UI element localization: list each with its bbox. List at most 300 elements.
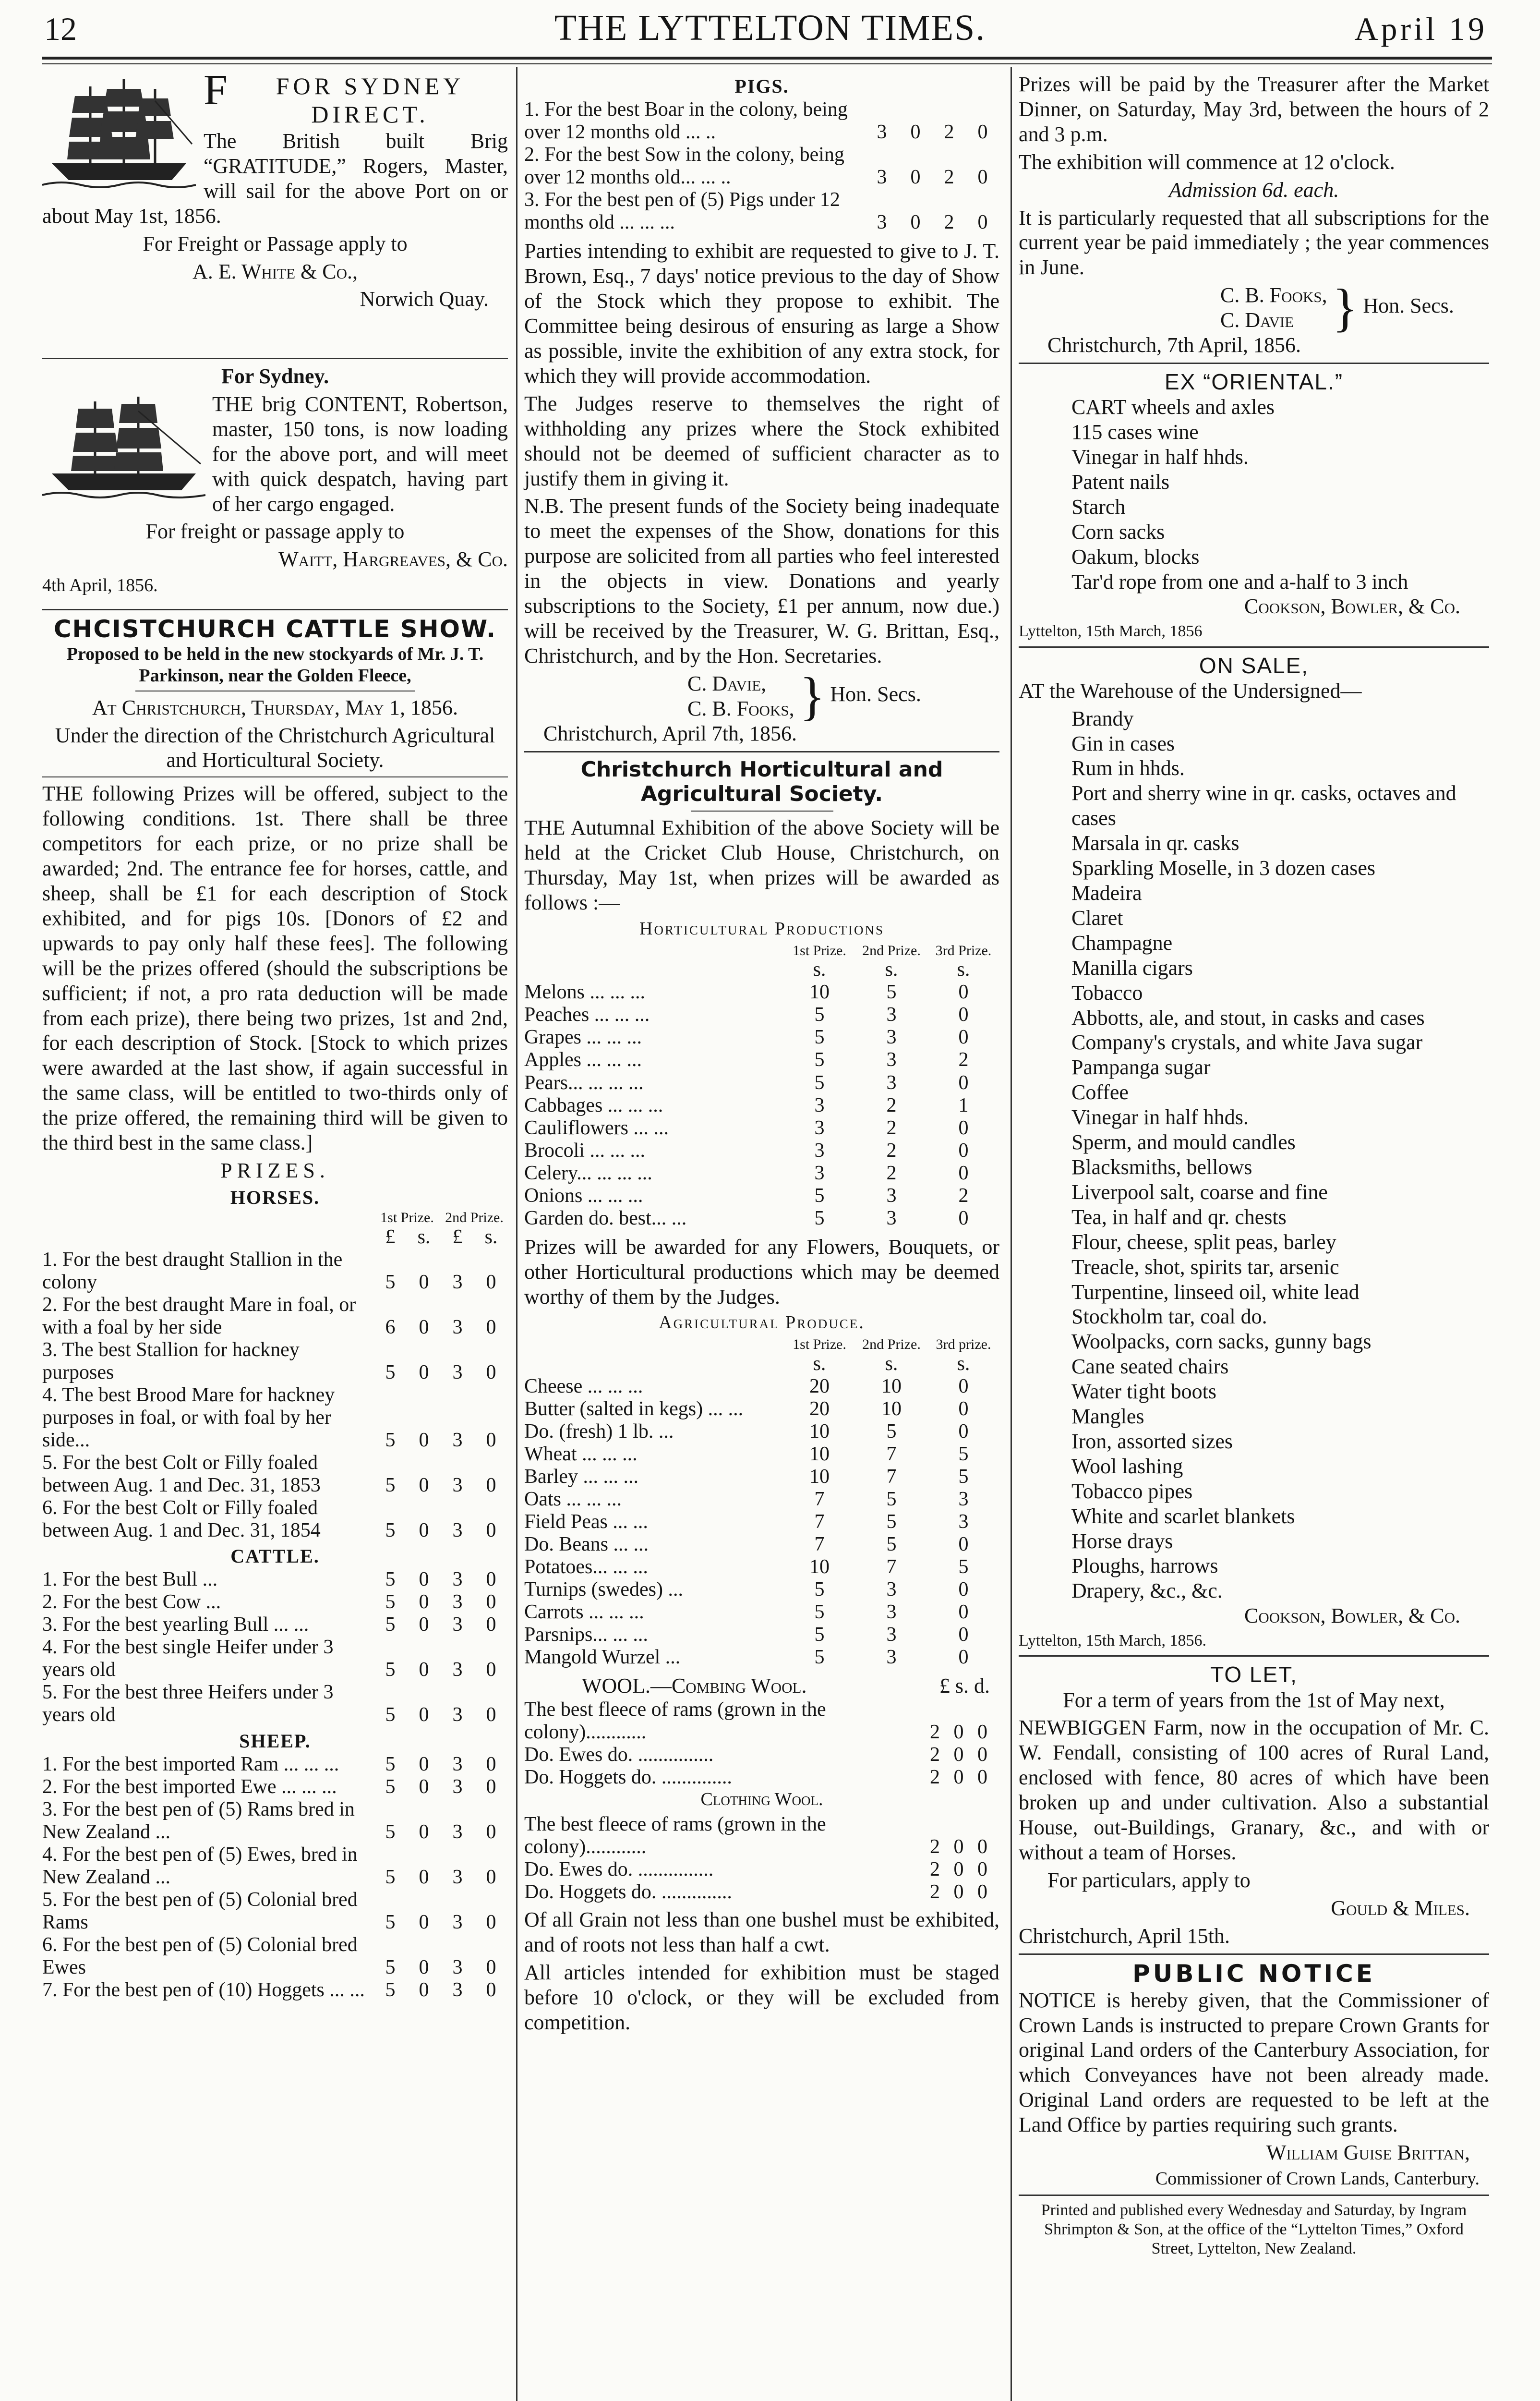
list-item: White and scarlet blankets bbox=[1071, 1504, 1295, 1528]
prize-1st-pounds: 5 bbox=[385, 1956, 396, 1978]
list-item: Iron, assorted sizes bbox=[1071, 1429, 1233, 1453]
list-item: Treacle, shot, spirits tar, arsenic bbox=[1071, 1255, 1339, 1279]
prize-3rd: 5 bbox=[958, 1443, 969, 1465]
prize-2nd-pounds: 3 bbox=[452, 1979, 463, 2001]
prize-3rd: 3 bbox=[958, 1488, 969, 1511]
prize-2nd-pounds: 3 bbox=[452, 1820, 463, 1843]
to-let-body: NEWBIGGEN Farm, now in the occupation of Mr. C. W. Fendall, consisting of 100 acres of Rural Land, enclosed with fence, 80 acres of which have been broken up and under cultivation. Also a substantial House, out-Buildings, Granary, &c., and with or without a team of Horses. bbox=[1019, 1716, 1489, 1865]
table-row bbox=[524, 144, 999, 189]
item-label: Mangold Wurzel ... bbox=[524, 1646, 681, 1669]
prize-3rd: 0 bbox=[958, 1071, 969, 1094]
prize-2nd: 3 bbox=[886, 1004, 897, 1026]
on-sale-intro: AT the Warehouse of the Undersigned— bbox=[1019, 679, 1362, 703]
prize-2nd-pounds: 3 bbox=[452, 1659, 463, 1681]
signature-block bbox=[1019, 278, 1489, 337]
notice-role: Commissioner of Crown Lands, Canterbury. bbox=[1155, 2168, 1480, 2189]
list-item: Rum in hhds. bbox=[1071, 756, 1185, 780]
prize-label: 1. For the best Boar in the colony, being over 12 months old ... .. bbox=[524, 98, 848, 144]
prize-1st: 20 bbox=[809, 1397, 830, 1420]
table-row bbox=[42, 1613, 508, 1636]
prize-2nd-shillings: 0 bbox=[977, 166, 988, 189]
prize-2nd-shillings: 0 bbox=[486, 1659, 496, 1681]
table-row bbox=[524, 189, 999, 234]
list-item: Company's crystals, and white Java sugar bbox=[1071, 1031, 1423, 1055]
ship-icon bbox=[42, 392, 205, 502]
item-label: Onions ... ... ... bbox=[524, 1184, 643, 1207]
item-list bbox=[1019, 706, 1489, 1604]
list-item: CART wheels and axles bbox=[1071, 395, 1275, 419]
prize-1st-shillings: 0 bbox=[419, 1613, 429, 1636]
prize-1st-pounds: 5 bbox=[385, 1659, 396, 1681]
prize-label: 4. For the best single Heifer under 3 years old bbox=[42, 1636, 334, 1681]
prize-label: 3. For the best pen of (5) Pigs under 12 months old ... ... ... bbox=[524, 189, 840, 234]
prize-2nd-shillings: 0 bbox=[977, 211, 988, 234]
table-row bbox=[42, 1753, 508, 1776]
divider bbox=[42, 776, 508, 777]
table-row bbox=[42, 1889, 508, 1934]
item-list bbox=[1019, 395, 1489, 594]
sheep-heading: SHEEP. bbox=[239, 1730, 311, 1752]
col-3rd-prize: 3rd Prize. bbox=[935, 942, 992, 958]
prize-2nd-shillings: 0 bbox=[486, 1591, 496, 1613]
item-label: Potatoes... ... ... bbox=[524, 1556, 648, 1578]
item-label: Grapes ... ... ... bbox=[524, 1026, 642, 1049]
prize-label: 4. The best Brood Mare for hackney purposes in foal, or with foal by her side... bbox=[42, 1383, 335, 1451]
table-row bbox=[524, 1094, 999, 1117]
prize-1st-pounds: 5 bbox=[385, 1519, 396, 1542]
prize-1st: 10 bbox=[809, 1556, 830, 1578]
item-label: Oats ... ... ... bbox=[524, 1488, 622, 1511]
prize-1st-pounds: 5 bbox=[385, 1704, 396, 1726]
ad-heading: ON SALE, bbox=[1199, 653, 1309, 678]
prize-1st-shillings: 0 bbox=[419, 1979, 429, 2001]
ad-apply: For Freight or Passage apply to bbox=[143, 231, 408, 255]
item-label: Apples ... ... ... bbox=[524, 1049, 642, 1071]
prize-3rd: 0 bbox=[958, 1139, 969, 1162]
prize-1st-pounds: 5 bbox=[385, 1866, 396, 1888]
prize-3rd: 0 bbox=[958, 1026, 969, 1049]
masthead bbox=[0, 0, 1540, 65]
prize-label: 4. For the best pen of (5) Ewes, bred in New Zealand ... bbox=[42, 1843, 358, 1888]
prize-2nd: 5 bbox=[886, 1533, 897, 1556]
prize-1st-shillings: 0 bbox=[910, 166, 921, 189]
prize-label: 1. For the best Bull ... bbox=[42, 1568, 218, 1591]
prize-1st: 5 bbox=[814, 1624, 825, 1646]
table-row bbox=[524, 1185, 999, 1207]
hort-title: Christchurch Horticultural and Agricultural Society. bbox=[580, 757, 943, 807]
prize-3rd: 1 bbox=[958, 1094, 969, 1116]
merchant: Cookson, Bowler, & Co. bbox=[1244, 594, 1460, 618]
ad-on-sale bbox=[1019, 653, 1489, 1651]
prize-1st-pounds: 3 bbox=[877, 121, 887, 144]
table-row bbox=[524, 1026, 999, 1049]
unit-shilling: s. bbox=[484, 1225, 498, 1248]
horses-table bbox=[42, 1210, 508, 1542]
horses-heading: HORSES. bbox=[230, 1186, 320, 1208]
staged-note: All articles intended for exhibition must be staged before 10 o'clock, or they will be excluded from competition. bbox=[524, 1961, 999, 2034]
prize-1st: 5 bbox=[814, 1646, 825, 1669]
prizes-heading: PRIZES. bbox=[220, 1158, 330, 1182]
clothing-wool-table bbox=[524, 1813, 999, 1904]
prize-1st-shillings: 0 bbox=[419, 1568, 429, 1591]
wool-prize: 2 0 0 bbox=[930, 1721, 987, 1744]
prize-3rd: 0 bbox=[958, 1578, 969, 1601]
prize-2nd: 2 bbox=[886, 1139, 897, 1162]
list-item: Drapery, &c., &c. bbox=[1071, 1579, 1223, 1603]
prize-3rd: 5 bbox=[958, 1466, 969, 1488]
list-item: Turpentine, linseed oil, white lead bbox=[1071, 1280, 1360, 1304]
table-row bbox=[524, 1140, 999, 1162]
prize-2nd: 5 bbox=[886, 981, 897, 1004]
prize-label: 5. For the best pen of (5) Colonial bred Rams bbox=[42, 1888, 358, 1933]
list-item: Liverpool salt, coarse and fine bbox=[1071, 1180, 1328, 1204]
prize-2nd-pounds: 2 bbox=[944, 121, 954, 144]
unit-shilling: s. bbox=[957, 958, 970, 981]
table-row bbox=[524, 1556, 999, 1578]
prize-2nd-shillings: 0 bbox=[977, 121, 988, 144]
table-row bbox=[524, 1813, 999, 1858]
ad-to-let bbox=[1019, 1661, 1489, 1948]
cattle-show-sub: Proposed to be held in the new stockyards of Mr. J. T. Parkinson, near the Golden Fleece, bbox=[66, 644, 484, 686]
pigs-table bbox=[524, 98, 999, 234]
prize-2nd-shillings: 0 bbox=[486, 1568, 496, 1591]
prize-3rd: 0 bbox=[958, 981, 969, 1004]
item-label: Celery... ... ... ... bbox=[524, 1162, 652, 1184]
notice-body: NOTICE is hereby given, that the Commissioner of Crown Lands is instructed to prepare Crown Grants for original Land orders of the Canterbury Association, for which Conveyances have not been already made. Original Land orders are requested to be left at the Land Office by parties requiring such grants. bbox=[1019, 1988, 1489, 2137]
prize-2nd-pounds: 2 bbox=[944, 211, 954, 234]
prize-2nd: 7 bbox=[886, 1466, 897, 1488]
prize-2nd-pounds: 3 bbox=[452, 1866, 463, 1888]
prize-2nd-pounds: 3 bbox=[452, 1911, 463, 1933]
ad-headline: FOR SYDNEY DIRECT. bbox=[276, 73, 465, 128]
wool-prize: 2 0 0 bbox=[930, 1744, 987, 1766]
prize-2nd: 5 bbox=[886, 1511, 897, 1533]
list-item: Pampanga sugar bbox=[1071, 1055, 1211, 1079]
prize-2nd: 5 bbox=[886, 1488, 897, 1511]
prize-2nd: 7 bbox=[886, 1556, 897, 1578]
prize-1st-shillings: 0 bbox=[419, 1911, 429, 1933]
table-row bbox=[524, 1858, 999, 1881]
list-item: Stockholm tar, coal do. bbox=[1071, 1305, 1267, 1329]
prize-1st-pounds: 5 bbox=[385, 1271, 396, 1293]
prize-2nd: 3 bbox=[886, 1184, 897, 1207]
prize-2nd-pounds: 3 bbox=[452, 1591, 463, 1613]
prize-1st-shillings: 0 bbox=[419, 1361, 429, 1383]
horticultural-notice bbox=[524, 757, 999, 2035]
prize-1st-pounds: 5 bbox=[385, 1753, 396, 1775]
prize-2nd: 3 bbox=[886, 1207, 897, 1229]
unit-shilling: s. bbox=[417, 1225, 431, 1248]
list-item: Ploughs, harrows bbox=[1071, 1554, 1218, 1578]
table-row bbox=[524, 1511, 999, 1533]
item-label: Wheat ... ... ... bbox=[524, 1443, 638, 1465]
section-heading: Agricultural Produce. bbox=[659, 1312, 865, 1333]
wool-label: The best fleece of rams (grown in the colony)............ bbox=[524, 1698, 826, 1744]
ad-date: Lyttelton, 15th March, 1856. bbox=[1019, 1632, 1206, 1650]
wool-label: Do. Hoggets do. .............. bbox=[524, 1881, 732, 1904]
prize-2nd-pounds: 3 bbox=[452, 1704, 463, 1726]
item-label: Carrots ... ... ... bbox=[524, 1601, 644, 1624]
prize-2nd-shillings: 0 bbox=[486, 1519, 496, 1542]
list-item: Woolpacks, corn sacks, gunny bags bbox=[1071, 1330, 1372, 1354]
wool-prize: 2 0 0 bbox=[930, 1858, 987, 1881]
table-row bbox=[524, 1162, 999, 1185]
prize-2nd: 3 bbox=[886, 1646, 897, 1669]
cattle-show-direction: Under the direction of the Christchurch Agricultural and Horticultural Society. bbox=[55, 723, 495, 772]
column-2 bbox=[524, 72, 999, 2038]
prize-1st: 5 bbox=[814, 1184, 825, 1207]
prize-2nd-shillings: 0 bbox=[486, 1271, 496, 1293]
signature-date: Christchurch, April 7th, 1856. bbox=[543, 721, 797, 745]
prize-2nd: 2 bbox=[886, 1094, 897, 1116]
prize-3rd: 0 bbox=[958, 1116, 969, 1139]
newspaper-title: THE LYTTELTON TIMES. bbox=[554, 8, 986, 48]
prize-1st-pounds: 5 bbox=[385, 1775, 396, 1798]
cattle-show-conditions: THE following Prizes will be offered, subject to the following conditions. 1st. There shall be three competitors for each prize, or no prize shall be awarded; 2nd. The entrance fee for horses, cattle, and sheep, shall be £1 for each description of Stock exhibited, and for pigs 10s. [Donors of £2 and upwards to pay only half these fees]. The following will be the prizes offered (should the subscriptions be sufficient; if not, a pro rata deduction will be made from each prize), there being two prizes, 1st and 2nd, for each description of Stock. [Stock to which prizes were awarded at the last show, if again successful in the same class, will be entitled to two-thirds only of the prize offered, the remaining third will be given to the third best in the same class.] bbox=[42, 782, 508, 1155]
table-row bbox=[42, 1452, 508, 1497]
column-1 bbox=[42, 66, 508, 2001]
prize-3rd: 0 bbox=[958, 1375, 969, 1397]
admission: Admission 6d. each. bbox=[1168, 178, 1339, 202]
prize-3rd: 0 bbox=[958, 1207, 969, 1229]
prize-2nd-pounds: 3 bbox=[452, 1316, 463, 1338]
wool-label: Do. Hoggets do. .............. bbox=[524, 1766, 732, 1789]
table-row bbox=[42, 1249, 508, 1294]
signer: C. Davie bbox=[1220, 308, 1294, 332]
prize-1st: 3 bbox=[814, 1094, 825, 1116]
prize-label: 2. For the best imported Ewe ... ... ... bbox=[42, 1775, 337, 1798]
item-label: Barley ... ... ... bbox=[524, 1466, 638, 1488]
prize-1st-pounds: 5 bbox=[385, 1361, 396, 1383]
table-row bbox=[42, 1591, 508, 1613]
unit-shilling: s. bbox=[813, 1352, 826, 1375]
prize-2nd-shillings: 0 bbox=[486, 1979, 496, 2001]
table-row bbox=[524, 1443, 999, 1466]
merchant: Cookson, Bowler, & Co. bbox=[1244, 1604, 1460, 1628]
prize-1st-shillings: 0 bbox=[419, 1866, 429, 1888]
to-let-term: For a term of years from the 1st of May next, bbox=[1063, 1688, 1445, 1712]
prize-1st: 5 bbox=[814, 1071, 825, 1094]
table-row bbox=[524, 98, 999, 144]
prize-label: 2. For the best Cow ... bbox=[42, 1591, 221, 1613]
prize-label: 1. For the best draught Stallion in the colony bbox=[42, 1248, 343, 1293]
prize-3rd: 0 bbox=[958, 1420, 969, 1443]
list-item: Vinegar in half hhds. bbox=[1071, 445, 1249, 469]
prizes-paid: Prizes will be paid by the Treasurer after the Market Dinner, on Saturday, May 3rd, between the hours of 2 and 3 p.m. bbox=[1019, 73, 1489, 146]
prize-1st-shillings: 0 bbox=[419, 1820, 429, 1843]
prize-2nd-pounds: 3 bbox=[452, 1271, 463, 1293]
prize-1st: 3 bbox=[814, 1116, 825, 1139]
table-row bbox=[42, 1681, 508, 1726]
cattle-show-when: At Christchurch, Thursday, May 1, 1856. bbox=[92, 695, 458, 719]
prize-1st: 20 bbox=[809, 1375, 830, 1397]
table-row bbox=[524, 1646, 999, 1669]
prize-1st-shillings: 0 bbox=[419, 1429, 429, 1451]
table-row bbox=[524, 1601, 999, 1624]
prize-1st: 5 bbox=[814, 1207, 825, 1229]
prize-label: 2. For the best Sow in the colony, being over 12 months old... ... .. bbox=[524, 144, 844, 189]
table-row bbox=[524, 1881, 999, 1904]
prize-1st: 7 bbox=[814, 1533, 825, 1556]
prize-label: 6. For the best pen of (5) Colonial bred Ewes bbox=[42, 1933, 358, 1978]
item-label: Butter (salted in kegs) ... ... bbox=[524, 1397, 744, 1420]
prize-2nd-shillings: 0 bbox=[486, 1911, 496, 1933]
prize-1st-shillings: 0 bbox=[419, 1704, 429, 1726]
wool-label: The best fleece of rams (grown in the colony)............ bbox=[524, 1813, 826, 1858]
item-label: Peaches ... ... ... bbox=[524, 1004, 650, 1026]
masthead-rule-thin bbox=[42, 63, 1492, 64]
combing-wool-table bbox=[524, 1698, 999, 1789]
prize-2nd-shillings: 0 bbox=[486, 1704, 496, 1726]
produce-table bbox=[524, 1336, 999, 1669]
prize-1st: 3 bbox=[814, 1139, 825, 1162]
list-item: Tobacco pipes bbox=[1071, 1479, 1193, 1503]
ad-headline: For Sydney. bbox=[221, 364, 329, 388]
prize-label: 1. For the best imported Ram ... ... ... bbox=[42, 1753, 339, 1775]
list-item: Tar'd rope from one and a-half to 3 inch bbox=[1071, 570, 1408, 594]
prize-1st-pounds: 5 bbox=[385, 1474, 396, 1496]
list-item: Madeira bbox=[1071, 881, 1142, 905]
prize-2nd-pounds: 3 bbox=[452, 1429, 463, 1451]
list-item: Gin in cases bbox=[1071, 731, 1175, 755]
ad-date: 4th April, 1856. bbox=[42, 575, 158, 596]
list-item: Starch bbox=[1071, 495, 1126, 519]
prize-3rd: 0 bbox=[958, 1162, 969, 1184]
sheep-table bbox=[42, 1753, 508, 2001]
item-label: Melons ... ... ... bbox=[524, 981, 645, 1004]
list-item: Tea, in half and qr. chests bbox=[1071, 1205, 1287, 1229]
prize-1st: 5 bbox=[814, 1049, 825, 1071]
prize-2nd-pounds: 3 bbox=[452, 1613, 463, 1636]
prize-label: 2. For the best draught Mare in foal, or with a foal by her side bbox=[42, 1293, 356, 1338]
prize-2nd-shillings: 0 bbox=[486, 1429, 496, 1451]
table-row bbox=[524, 1207, 999, 1230]
prize-2nd: 2 bbox=[886, 1162, 897, 1184]
drop-cap: F bbox=[204, 66, 228, 114]
list-item: Champagne bbox=[1071, 931, 1173, 955]
prize-1st: 10 bbox=[809, 1420, 830, 1443]
cattle-table bbox=[42, 1568, 508, 1726]
col-1st-prize: 1st Prize. bbox=[793, 942, 846, 958]
table-row bbox=[524, 1398, 999, 1420]
unit-pound: £ bbox=[385, 1225, 396, 1248]
prize-2nd-shillings: 0 bbox=[486, 1753, 496, 1775]
table-row bbox=[42, 1636, 508, 1681]
prize-label: 3. For the best pen of (5) Rams bred in New Zealand ... bbox=[42, 1798, 355, 1843]
signature-block bbox=[524, 667, 999, 726]
ship-icon bbox=[42, 72, 196, 192]
item-label: Pears... ... ... ... bbox=[524, 1071, 644, 1094]
list-item: Blacksmiths, bellows bbox=[1071, 1155, 1252, 1179]
column-3 bbox=[1019, 72, 1489, 2261]
unit-shilling: s. bbox=[957, 1352, 970, 1375]
prize-1st-shillings: 0 bbox=[419, 1316, 429, 1338]
table-row bbox=[42, 1979, 508, 2001]
table-row bbox=[42, 1843, 508, 1889]
prize-2nd: 10 bbox=[881, 1397, 902, 1420]
prize-2nd: 3 bbox=[886, 1049, 897, 1071]
table-row bbox=[524, 1624, 999, 1646]
divider bbox=[691, 811, 833, 812]
prize-1st-shillings: 0 bbox=[419, 1474, 429, 1496]
prize-2nd-pounds: 3 bbox=[452, 1775, 463, 1798]
item-label: Cauliflowers ... ... bbox=[524, 1116, 669, 1139]
table-row bbox=[524, 1117, 999, 1140]
col-3rd-prize: 3rd prize. bbox=[936, 1336, 991, 1353]
productions-table bbox=[524, 943, 999, 1230]
prize-2nd-pounds: 3 bbox=[452, 1474, 463, 1496]
unit-pound: £ bbox=[452, 1225, 463, 1248]
prize-1st-pounds: 5 bbox=[385, 1979, 396, 2001]
item-label: Do. Beans ... ... bbox=[524, 1533, 649, 1556]
ad-agent: Waitt, Hargreaves, & Co. bbox=[278, 547, 508, 571]
prize-1st: 3 bbox=[814, 1162, 825, 1184]
column-divider bbox=[1011, 67, 1012, 2401]
signature-date: Christchurch, 7th April, 1856. bbox=[1047, 333, 1301, 357]
prize-2nd-shillings: 0 bbox=[486, 1956, 496, 1978]
to-let-agent: Gould & Miles. bbox=[1331, 1896, 1470, 1920]
imprint: Printed and published every Wednesday and Saturday, by Ingram Shrimpton & Son, at the office of the “Lyttelton Times,” Oxford Street, Lyttelton, New Zealand. bbox=[1041, 2201, 1467, 2258]
ad-body: The British built Brig “GRATITUDE,” Rogers, Master, will sail for the above Port on or about May 1st, 1856. bbox=[42, 129, 508, 228]
list-item: Tobacco bbox=[1071, 981, 1143, 1005]
ad-apply: For freight or passage apply to bbox=[145, 520, 405, 544]
prize-3rd: 2 bbox=[958, 1184, 969, 1207]
prize-2nd-shillings: 0 bbox=[486, 1820, 496, 1843]
prize-2nd-pounds: 2 bbox=[944, 166, 954, 189]
prize-1st-pounds: 3 bbox=[877, 211, 887, 234]
item-label: Brocoli ... ... ... bbox=[524, 1139, 645, 1162]
prize-3rd: 0 bbox=[958, 1004, 969, 1026]
prize-1st-pounds: 5 bbox=[385, 1613, 396, 1636]
list-item: Wool lashing bbox=[1071, 1454, 1183, 1478]
wool-label: Do. Ewes do. ............... bbox=[524, 1744, 714, 1766]
public-notice bbox=[1019, 1960, 1489, 2190]
list-item: Brandy bbox=[1071, 706, 1134, 730]
prize-1st-pounds: 5 bbox=[385, 1568, 396, 1591]
cattle-heading: CATTLE. bbox=[230, 1545, 320, 1567]
table-row bbox=[524, 1049, 999, 1071]
paragraph: The Judges reserve to themselves the right of withholding any prizes where the Stock exhibited should not be deemed of sufficient character as to justify them in giving it. bbox=[524, 391, 999, 490]
paragraph: Parties intending to exhibit are requested to give to J. T. Brown, Esq., 7 days' notice previous to the day of Show of the Stock which they propose to exhibit. The Committee being desirous of ensuring as large a Show as possible, invite the exhibition of any extra stock, for which they will provide accommodation. bbox=[524, 239, 999, 388]
item-label: Cabbages ... ... ... bbox=[524, 1094, 663, 1116]
prize-1st: 10 bbox=[809, 1466, 830, 1488]
masthead-rule bbox=[42, 57, 1492, 60]
page-number: 12 bbox=[44, 11, 77, 47]
signer-role: Hon. Secs. bbox=[830, 682, 921, 706]
wool-prize: 2 0 0 bbox=[930, 1881, 987, 1904]
list-item: Cane seated chairs bbox=[1071, 1355, 1229, 1379]
list-item: Sperm, and mould candles bbox=[1071, 1130, 1296, 1154]
prize-1st-shillings: 0 bbox=[419, 1775, 429, 1798]
section-heading: Horticultural Productions bbox=[639, 918, 884, 939]
col-2nd-prize: 2nd Prize. bbox=[862, 942, 921, 958]
ad-sydney-direct bbox=[42, 66, 508, 353]
wool-label: Do. Ewes do. ............... bbox=[524, 1858, 714, 1881]
list-item: Marsala in qr. casks bbox=[1071, 831, 1239, 855]
prize-1st-shillings: 0 bbox=[419, 1956, 429, 1978]
prize-2nd-pounds: 3 bbox=[452, 1361, 463, 1383]
cattle-show-notice bbox=[42, 615, 508, 2001]
list-item: Claret bbox=[1071, 906, 1123, 930]
ad-agent: A. E. White & Co., bbox=[192, 259, 358, 283]
prize-1st: 10 bbox=[809, 981, 830, 1004]
prize-3rd: 3 bbox=[958, 1511, 969, 1533]
divider bbox=[1019, 1953, 1489, 1955]
prize-3rd: 5 bbox=[958, 1556, 969, 1578]
prize-2nd: 3 bbox=[886, 1026, 897, 1049]
table-row bbox=[42, 1798, 508, 1843]
prize-3rd: 0 bbox=[958, 1601, 969, 1624]
